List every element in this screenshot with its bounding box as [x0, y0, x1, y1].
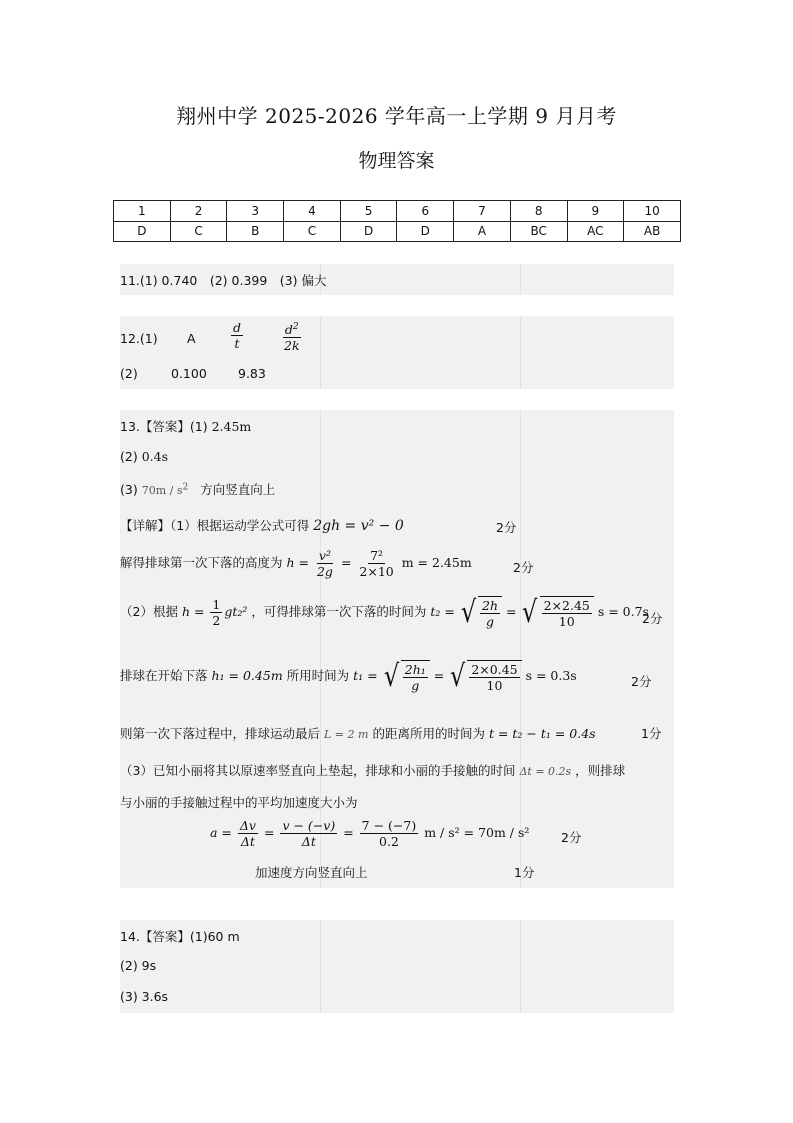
answer-cell: D: [114, 221, 171, 242]
q14-answer-1: 14.【答案】(1)60 m: [120, 929, 240, 944]
answer-cell: D: [340, 221, 397, 242]
q13-line3-r2-num: 2×2.45: [543, 598, 590, 613]
question-number-cell: 10: [624, 201, 681, 222]
q13-score-1: 2分: [496, 520, 517, 535]
q13-answer-3-direction: 方向竖直向上: [200, 482, 276, 497]
answer-cell: B: [227, 221, 284, 242]
question-number-cell: 1: [114, 201, 171, 222]
answer-table: [113, 200, 681, 242]
q13-score-3: 2分: [642, 611, 663, 626]
q13-answer-3-label: (3): [120, 482, 138, 497]
page-title: 翔州中学 2025-2026 学年高一上学期 9 月月考: [176, 104, 617, 128]
q14-answer-3: (3) 3.6s: [120, 989, 169, 1004]
q12-f1-den: t: [234, 336, 240, 351]
q13-answer-1-value: 2.45m: [211, 419, 252, 434]
q13-line4-b: 所用时间为: [286, 668, 350, 683]
answer-cell: BC: [510, 221, 567, 242]
q13-line2-f1-den: 2g: [316, 564, 333, 579]
q13-answer-1: [120, 417, 251, 435]
q13-line5-L: L = 2 m: [324, 728, 369, 741]
q13-line4-h1: h₁ = 0.45m: [211, 668, 283, 683]
q13-line5-eq: t = t₂ − t₁ = 0.4s: [488, 726, 596, 741]
q13-line4-t1: t₁ =: [353, 668, 378, 683]
q12-value-2: 9.83: [238, 366, 266, 381]
q13-line5-b: 的距离所用的时间为: [372, 726, 485, 741]
q13-answer-2-value: 0.4s: [141, 449, 168, 464]
q13-line3-a: （2）根据: [120, 604, 178, 619]
q13-detail-7: 与小丽的手接触过程中的平均加速度大小为: [120, 795, 358, 810]
q13-line4-tail: s = 0.3s: [525, 668, 577, 683]
q13-score-9: 1分: [514, 865, 535, 880]
q13-answer-3-value: 70m / s: [141, 484, 183, 497]
q12-label-1: 12.(1): [120, 331, 158, 346]
question-number-cell: 3: [227, 201, 284, 222]
q13-line3-tail: s = 0.7s: [597, 604, 649, 619]
table-row-answers: [114, 221, 681, 242]
q13-detail-3: （2）根据 h = $\frac{1}{2}$ gt₂² ，可得排球第一次下落的时间为 t₂ = √ $\frac{2h}{g}$ = √ $\frac{2\times 2.45}{10}$ s = 0.7s: [120, 594, 649, 630]
q13-detail-5: [120, 724, 596, 742]
q13-line8-tail: m / s² = 70m / s²: [424, 825, 530, 840]
q12-fraction-1: [229, 320, 245, 351]
q13-line2-text: 解得排球第一次下落的高度为: [120, 555, 283, 570]
q13-line3-gt: gt₂²: [224, 604, 248, 619]
q12-value-1: 0.100: [171, 366, 207, 381]
q13-answer-3: [120, 480, 275, 498]
q13-line4-r1-den: g: [411, 678, 420, 693]
q13-line2-f1-num: v²: [318, 548, 331, 563]
q13-score-2: 2分: [513, 560, 534, 575]
q13-line4-a: 排球在开始下落: [120, 668, 208, 683]
q13-answer-head: 13.【答案】(1): [120, 419, 208, 434]
q13-detail-prefix: 【详解】（1）根据运动学公式可得: [120, 518, 310, 533]
q13-line4-r2-den: 10: [486, 678, 503, 693]
q13-line5-a: 则第一次下落过程中，排球运动最后: [120, 726, 321, 741]
q12-f2-den: 2k: [284, 338, 300, 354]
q13-line2-tail: m = 2.45m: [401, 555, 472, 570]
q13-line2-h: h =: [286, 555, 309, 570]
q13-line2-f2-den: 2×10: [359, 564, 394, 579]
answer-cell: AC: [567, 221, 624, 242]
q13-line3-r1-num: 2h: [482, 598, 499, 613]
q13-line3-r1-den: g: [486, 614, 495, 629]
q13-line8-f3-den: 0.2: [379, 834, 399, 849]
q13-line6-dt: Δt = 0.2s: [519, 765, 572, 778]
q13-score-4: 2分: [631, 674, 652, 689]
q13-answer-3-sup: 2: [182, 482, 189, 493]
q13-detail-2: 解得排球第一次下落的高度为 h = $\frac{\text{v²}}{2g}$ = $\frac{\text{7²}}{2\times 10}$ m = 2.45m: [120, 548, 472, 579]
q13-detail-6: [120, 761, 625, 779]
q13-line3-r2-den: 10: [558, 614, 575, 629]
q13-answer-2: [120, 449, 168, 464]
q11-answer: 11.(1) 0.740 (2) 0.399 (3) 偏大: [120, 273, 327, 288]
q12-f2-num: d: [284, 322, 293, 338]
q13-line3-h: h =: [181, 604, 205, 619]
q13-score-8: 2分: [561, 830, 582, 845]
q13-line3-f-den: 2: [212, 613, 221, 628]
q12-choice: A: [187, 331, 196, 346]
q13-eq-1: 2gh = v² − 0: [313, 518, 404, 534]
answer-cell: A: [454, 221, 511, 242]
q13-line6-a: （3）已知小丽将其以原速率竖直向上垫起，排球和小丽的手接触的时间: [120, 763, 516, 778]
question-number-cell: 5: [340, 201, 397, 222]
question-number-cell: 4: [284, 201, 341, 222]
question-number-cell: 6: [397, 201, 454, 222]
q13-line8-f3-num: 7 − (−7): [361, 818, 417, 833]
q13-line2-f2-num: 7²: [370, 548, 384, 563]
answer-cell: AB: [624, 221, 681, 242]
q13-line4-r1-num: 2h₁: [404, 662, 426, 677]
q13-line6-b: ，则排球: [575, 763, 626, 778]
answer-cell: C: [284, 221, 341, 242]
answer-cell: C: [170, 221, 227, 242]
q13-detail-4: 排球在开始下落 h₁ = 0.45m 所用时间为 t₁ = √ $\frac{\text{2h₁}}{g}$ = √ $\frac{2\times 0.45}{10}$ s = 0.3s: [120, 658, 577, 694]
q12-f2-sup: 2: [292, 322, 299, 332]
q13-detail-1: [120, 516, 404, 534]
q13-line8-f1-den: Δt: [240, 834, 255, 849]
q13-line3-b: ，可得排球第一次下落的时间为: [251, 604, 427, 619]
q13-detail-8: a = $\frac{\Delta v}{\Delta t}$ = $\frac{v - (-v)}{\Delta t}$ = $\frac{7 - (-7)}{0.2}$ m / s² = 70m / s²: [210, 818, 530, 849]
q13-detail-9: 加速度方向竖直向上: [255, 865, 368, 880]
q14-answer-2: (2) 9s: [120, 958, 157, 973]
table-row-numbers: [114, 201, 681, 222]
q13-line8-f1-num: Δv: [239, 818, 256, 833]
question-number-cell: 2: [170, 201, 227, 222]
answer-cell: D: [397, 221, 454, 242]
q13-answer-2-label: (2): [120, 449, 138, 464]
q13-line8-f2-den: Δt: [301, 834, 316, 849]
question-number-cell: 7: [454, 201, 511, 222]
question-number-cell: 8: [510, 201, 567, 222]
q13-line3-f-num: 1: [212, 597, 221, 612]
q13-line3-t2: t₂ =: [430, 604, 455, 619]
q12-label-2: (2): [120, 366, 138, 381]
page-subtitle: 物理答案: [358, 150, 435, 172]
question-number-cell: 9: [567, 201, 624, 222]
q13-line8-f2-num: v − (−v): [282, 818, 336, 833]
q13-line8-a: a =: [210, 825, 232, 840]
q12-f1-num: d: [233, 320, 242, 335]
q12-fraction-2: [280, 320, 304, 353]
q13-score-5: 1分: [641, 726, 662, 741]
q13-line4-r2-num: 2×0.45: [471, 662, 518, 677]
